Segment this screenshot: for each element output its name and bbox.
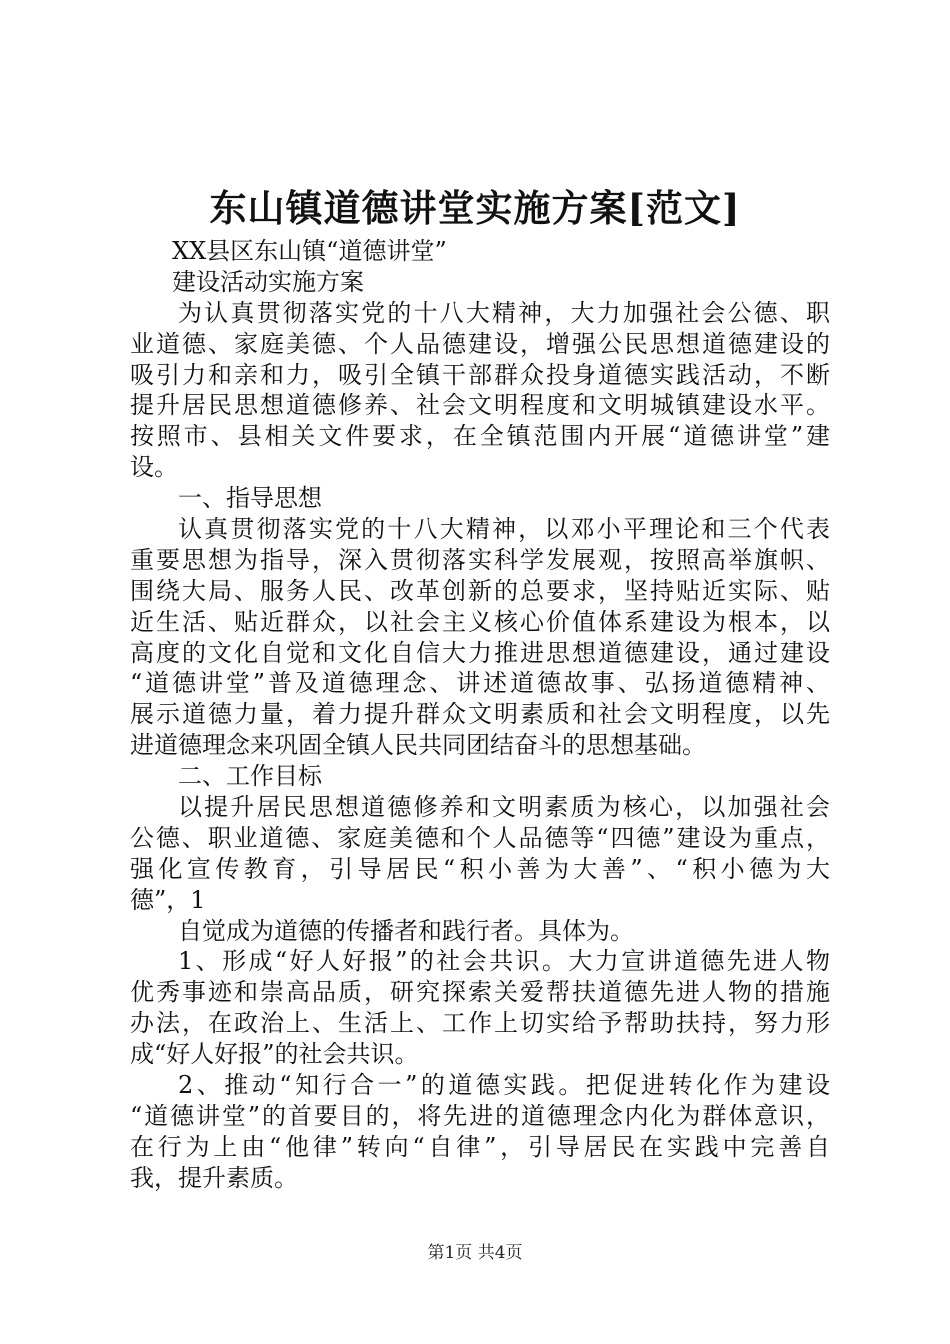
guiding-paragraph-line: 重要思想为指导，深入贯彻落实科学发展观，按照高举旗帜、: [130, 545, 830, 574]
guiding-paragraph-line: 近生活、贴近群众，以社会主义核心价值体系建设为根本，以: [130, 607, 830, 636]
subtitle-line-1: XX县区东山镇“道德讲堂”: [172, 237, 447, 265]
guiding-paragraph-line: 围绕大局、服务人民、改革创新的总要求，坚持贴近实际、贴: [130, 576, 830, 605]
guiding-paragraph-line: 高度的文化自觉和文化自信大力推进思想道德建设，通过建设: [130, 638, 830, 667]
item-1-paragraph-line: 优秀事迹和崇高品质，研究探索关爱帮扶道德先进人物的措施: [130, 978, 830, 1007]
item-2-paragraph-line: 我，提升素质。: [130, 1163, 298, 1192]
item-1-paragraph-line: 1、形成“好人好报”的社会共识。大力宣讲道德先进人物: [178, 947, 830, 976]
guiding-paragraph-line: 展示道德力量，着力提升群众文明素质和社会文明程度，以先: [130, 700, 830, 729]
section-heading-work-goals: 二、工作目标: [178, 762, 322, 791]
subtitle-line-2: 建设活动实施方案: [172, 267, 364, 296]
item-2-paragraph-line: “道德讲堂”的首要目的，将先进的道德理念内化为群体意识，: [130, 1101, 830, 1130]
intro-paragraph-line: 业道德、家庭美德、个人品德建设，增强公民思想道德建设的: [130, 329, 830, 358]
goals-paragraph-line: 德”，1: [130, 885, 206, 914]
intro-paragraph-line: 设。: [130, 453, 178, 482]
item-2-paragraph-line: 在行为上由“他律”转向“自律”，引导居民在实践中完善自: [130, 1132, 830, 1161]
section-heading-guiding-thought: 一、指导思想: [178, 484, 322, 513]
intro-paragraph-line: 为认真贯彻落实党的十八大精神，大力加强社会公德、职: [178, 298, 830, 327]
item-2-paragraph-line: 2、推动“知行合一”的道德实践。把促进转化作为建设: [178, 1071, 830, 1100]
guiding-paragraph-line: “道德讲堂”普及道德理念、讲述道德故事、弘扬道德精神、: [130, 669, 830, 698]
goals-paragraph-line: 自觉成为道德的传播者和践行者。具体为。: [178, 916, 634, 945]
intro-paragraph-line: 按照市、县相关文件要求，在全镇范围内开展“道德讲堂”建: [130, 422, 830, 451]
document-body: [130, 236, 830, 1194]
intro-paragraph-line: 提升居民思想道德修养、社会文明程度和文明城镇建设水平。: [130, 391, 830, 420]
item-1-paragraph-line: 办法，在政治上、生活上、工作上切实给予帮助扶持，努力形: [130, 1009, 830, 1038]
intro-paragraph-line: 吸引力和亲和力，吸引全镇干部群众投身道德实践活动，不断: [130, 360, 830, 389]
goals-paragraph-line: 公德、职业道德、家庭美德和个人品德等“四德”建设为重点，: [130, 823, 830, 852]
guiding-paragraph-line: 进道德理念来巩固全镇人民共同团结奋斗的思想基础。: [130, 731, 706, 760]
goals-paragraph-line: 以提升居民思想道德修养和文明素质为核心，以加强社会: [178, 793, 830, 822]
guiding-paragraph-line: 认真贯彻落实党的十八大精神，以邓小平理论和三个代表: [178, 515, 830, 544]
goals-paragraph-line: 强化宣传教育，引导居民“积小善为大善”、“积小德为大: [130, 854, 830, 883]
item-1-paragraph-line: 成“好人好报”的社会共识。: [130, 1040, 419, 1069]
document-title: 东山镇道德讲堂实施方案[范文]: [209, 186, 741, 230]
page-number-footer: 第1页 共4页: [427, 1243, 523, 1263]
